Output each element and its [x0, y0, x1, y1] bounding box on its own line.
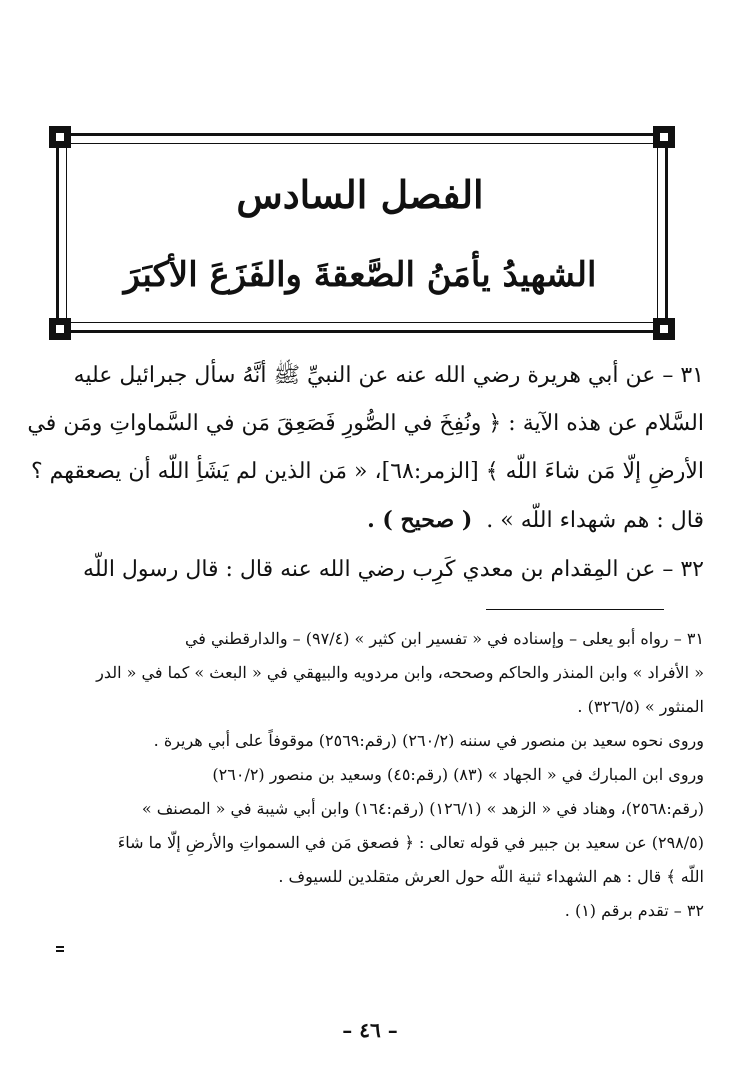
footnote-line: « الأفراد » وابن المنذر والحاكم وصححه، وابن مردويه والبيهقي في « البعث » كما في « الدر	[96, 663, 704, 682]
hadith-line: السَّلام عن هذه الآية : ﴿ ونُفِخَ في الصُّورِ فَصَعِقَ مَن في السَّماواتِ ومَن في	[27, 411, 704, 436]
footnote-separator	[486, 609, 664, 610]
footnote-line: اللّه ﴾ قال : هم الشهداء ثنية اللّه حول العرش متقلدين للسيوف .	[278, 867, 704, 886]
hadith-32	[30, 546, 704, 594]
footnote-line: وروى ابن المبارك في « الجهاد » (٨٣) (رقم:٤٥) وسعيد بن منصور (٢٦٠/٢)	[212, 765, 704, 784]
hadith-line: الأرضِ إلّا مَن شاءَ اللّه ﴾ [الزمر:٦٨]، « مَن الذين لم يَشَأِ اللّه أن يصعقهم ؟	[30, 459, 704, 484]
footnotes	[30, 622, 704, 928]
hadith-line-text: قال : هم شهداء اللّه » .	[486, 508, 704, 533]
page-number: – ٤٦ –	[342, 1018, 398, 1042]
footnote-line: ٣١ – رواه أبو يعلى – وإسناده في « تفسير ابن كثير » (٩٧/٤) – والدارقطني في	[184, 629, 704, 648]
frame-corner-ornament	[49, 126, 71, 148]
hadith-grade: ( صحيح ) .	[367, 507, 473, 533]
footnote-line: وروى نحوه سعيد بن منصور في سننه (٢٦٠/٢) (رقم:٢٥٦٩) موقوفاً على أبي هريرة .	[153, 731, 704, 750]
hadith-31	[27, 352, 704, 545]
footnote-line: (رقم:٢٥٦٨)، وهناد في « الزهد » (١٢٦/١) (رقم:١٦٤) وابن أبي شيبة في « المصنف »	[141, 799, 704, 818]
chapter-subtitle: الشهيدُ يأمَنُ الصَّعقةَ والفَزَعَ الأكبَرَ	[123, 255, 597, 295]
hadith-line: ٣٢ – عن المِقدام بن معدي كَرِب رضي الله عنه قال : قال رسول اللّه	[83, 557, 704, 582]
footnote-line: المنثور » (٣٢٦/٥) .	[577, 697, 704, 716]
frame-corner-ornament	[653, 318, 675, 340]
frame-corner-ornament	[49, 318, 71, 340]
chapter-title: الفصل السادس	[236, 172, 484, 217]
footnote-line: (٢٩٨/٥) عن سعيد بن جبير في قوله تعالى : ﴿ فصعق مَن في السمواتِ والأرضِ إلّا ما شاءَ	[117, 833, 704, 852]
hadith-line-last	[30, 496, 704, 545]
frame-corner-ornament	[653, 126, 675, 148]
hadith-line: ٣١ – عن أبي هريرة رضي الله عنه عن النبيِّ ﷺ أنَّهُ سأل جبرائيل عليه	[73, 363, 704, 388]
header-frame-inner	[66, 143, 658, 323]
margin-mark	[56, 946, 64, 952]
footnote-line: ٣٢ – تقدم برقم (١) .	[564, 901, 704, 920]
